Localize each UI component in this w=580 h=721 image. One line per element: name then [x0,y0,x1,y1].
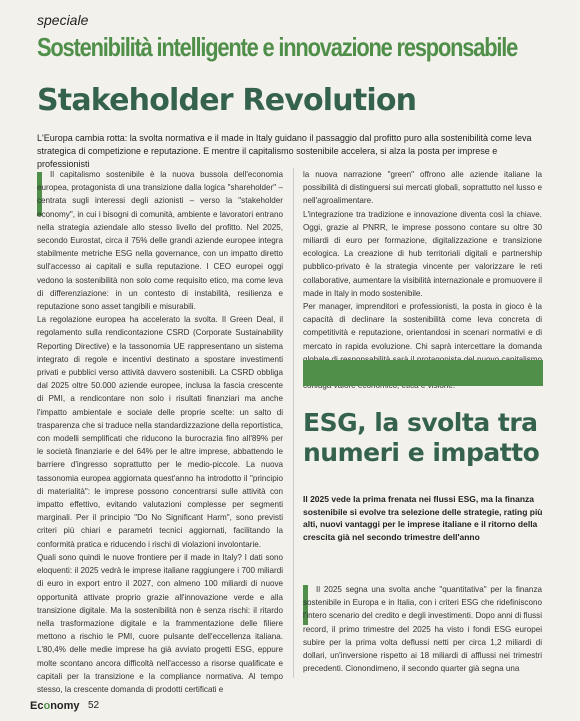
body-paragraph: Per manager, imprenditori e professionisti, la posta in gioco è la capacità di declinare la sostenibilità come leva concreta di competitività e reputazione, orientandosi in scenari normativi e di mercato in rapida evoluzione. Chi saprà intercettare la domanda [303,302,542,351]
article-deck: L'Europa cambia rotta: la svolta normativa e il made in Italy guidano il passaggio dal profitto puro alla sostenibilità come leva strategica di competizione e reputazione. E mentre il capitalismo sostenibile accelera, si alza la posta per imprese e professionisti [37,133,532,169]
sidebar-body [303,583,542,675]
body-paragraph: La regolazione europea ha accelerato la svolta. Il Green Deal, il regolamento sulla rendicontazione CSRD (Corporate Sustainability Reporting Directive) e la tassonomia UE rappresentano un sistema integrato di regole e incentivi destinato a spostare investimenti privati e pubblici verso attività davvero sostenibili. La CSRD obbliga dal 2025 oltre 50.000 aziende europee, inclusa la fascia crescente di PMI, a rendicontare non solo i risultati finanziari ma anche l'impatto ambientale e sociale delle proprie scelte: un salto di trasparenza che si traduce nella standardizzazione della reportistica, con modelli semplificati che riducono la burocrazia fino all'89% per le società finanziarie e del 64% per le altre imprese, abbattendo le barriere d'ingresso soprattutto per le medio-piccole. La nuova tassonomia europea aggiornata quest'anno ha introdotto il "principio di materialità": le imprese possono concentrarsi sulle attività con impatto effettivo, evitando valutazioni complesse per segmenti marginali. Per il principio "Do No Significant Harm", sono previsti criteri più chiari e parametri tecnici aggiornati, facilitando la conformità pratica e riducendo i rischi di violazioni involontarie. [37,315,283,549]
article-body-left [37,168,283,696]
logo-part: Ec [30,700,44,712]
section-title: Sostenibilità intelligente e innovazione responsabile [37,32,518,62]
article-body-right [303,168,542,392]
sidebar-header-band [303,360,543,386]
sidebar-deck: Il 2025 vede la prima frenata nei flussi ESG, ma la finanza sostenibile si evolve tra selezione delle strategie, rating più alti, nuovi vantaggi per le imprese italiane e il ritorno della crescita già nel secondo trimestre dell'anno [303,494,543,542]
section-label: speciale [37,12,89,28]
page-number: 52 [88,700,100,711]
logo-part: o [43,700,51,712]
body-paragraph: L'integrazione tra tradizione e innovazione diventa così la chiave. Oggi, grazie al PNRR, le imprese possono contare su oltre 30 miliardi di euro per formazione, digitalizzazione e transizione ecologica. La creazione di hub territoriali digitali e partnership pubblico-privato è la strategia vincente per valorizzare le reti collaborative, aumentare la visibilità internazionale e promuovere il made in Italy in modo sostenibile. [303,209,542,298]
body-paragraph: la nuova narrazione "green" offrono alle aziende italiane la possibilità di distinguersi sui mercati globali, soprattutto nel lusso e nell'agroalimentare. [303,170,542,206]
magazine-logo [30,700,80,712]
article-headline: Stakeholder Revolution [37,83,417,118]
body-paragraph: Quali sono quindi le nuove frontiere per il made in Italy? I dati sono eloquenti: il 2025 vedrà le imprese italiane raggiungere i 700 miliardi di euro in export entro il 2027, con almeno 100 miliardi di nuove opportunità attivate proprio grazie all'innovazione verde e alla transizione digitale. Ma la sostenibilità non è senza rischi: il ritardo nella trasformazione digitale e la frammentazione delle filiere mettono a rischio le PMI, cuore pulsante dell'eccellenza italiana. L'80,4% delle medie imprese ha già avviato progetti ESG, eppure molte scontano ancora difficoltà nell'accesso a risorse qualificate e capitali per la transizione e la compliance normativa. Al tempo stesso, la crescente domanda di prodotti certificati e [37,552,283,694]
sidebar-headline: ESG, la svolta tra numeri e impatto [303,408,540,467]
column-divider [293,168,294,678]
body-paragraph: Il capitalismo sostenibile è la nuova bussola dell'economia europea, protagonista di una transizione dalla logica "shareholder" – centrata sugli interessi degli azionisti – verso la "stakeholder economy", in cui i bisogni di comunità, ambiente e lavoratori entrano nella strategia aziendale allo stesso livello del profitto. Nel 2025, secondo Eurostat, circa il 75% delle grandi aziende europee integra stabilmente metriche ESG nella governance, con un impatto diretto sull'accesso ai capitali e sulla reputazione. I CEO europei oggi vedono la sostenibilità non solo come requisito etico, ma come leva di differenziazione: in un contesto di instabilità, resilienza e reputazione sono asset tangibili e misurabili. [37,170,283,312]
logo-part: nomy [50,700,80,712]
body-paragraph: Il 2025 segna una svolta anche "quantitativa" per la finanza sostenibile in Europa e in Italia, con i criteri ESG che ridefiniscono l'intero scenario del credito e degli investimenti. Dopo anni di flussi record, il primo trimestre del 2025 ha visto i fondi ESG europei subire per la prima volta deflussi netti per circa 1,2 miliardi di dollari, un'inversione rispetto ai 18 miliardi di afflussi nei trimestri precedenti. Cionondimeno, il secondo quarter già segna una [303,585,542,674]
